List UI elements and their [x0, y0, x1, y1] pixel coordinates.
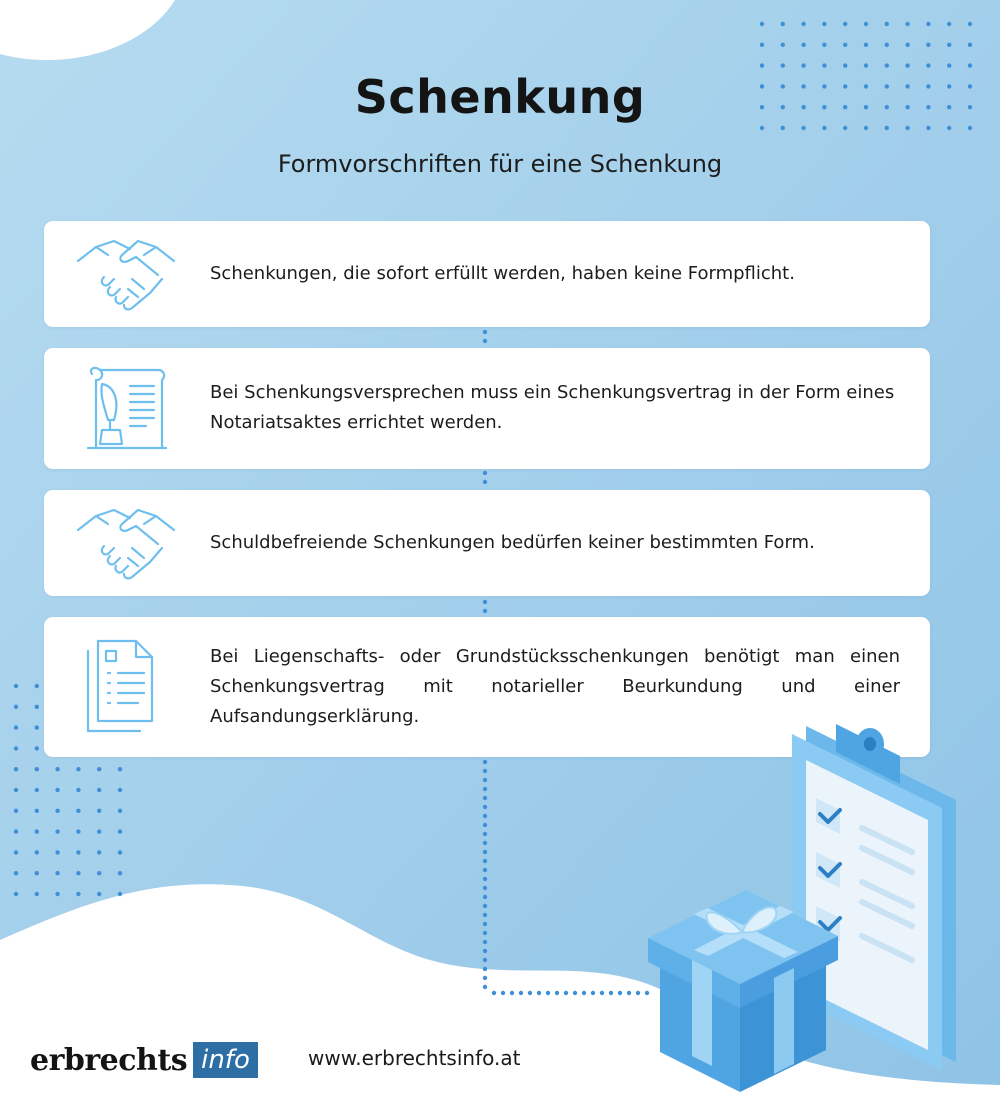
logo-wordmark: erbrechts	[30, 1042, 188, 1078]
page-subtitle: Formvorschriften für eine Schenkung	[277, 150, 723, 178]
handshake-icon	[74, 233, 178, 318]
info-card-1	[44, 221, 930, 327]
card-text-2: Bei Schenkungsversprechen muss ein Schenkungsvertrag in der Form eines Notariatsaktes errichtet werden.	[210, 382, 895, 433]
handshake-icon	[74, 502, 178, 587]
scroll-quill-icon	[74, 364, 178, 459]
logo-box: info	[193, 1042, 258, 1078]
info-card-3	[44, 490, 930, 596]
card-text-4: Bei Liegenschafts- oder Grundstücksschenkungen benötigt man einen Schenkungsvertrag mit notarieller Beurkundung und einer Aufsandungserklärung.	[210, 646, 900, 727]
info-card-2	[44, 348, 930, 469]
page-title: Schenkung	[354, 70, 646, 124]
erbrechtsinfo-logo	[30, 1040, 258, 1080]
card-text-1: Schenkungen, die sofort erfüllt werden, haben keine Formpflicht.	[210, 263, 795, 284]
documents-icon	[74, 637, 178, 742]
website-url[interactable]: www.erbrechtsinfo.at	[308, 1046, 521, 1070]
card-text-3: Schuldbefreiende Schenkungen bedürfen keiner bestimmten Form.	[210, 532, 815, 553]
clipboard-gift-illustration	[630, 700, 1000, 1100]
